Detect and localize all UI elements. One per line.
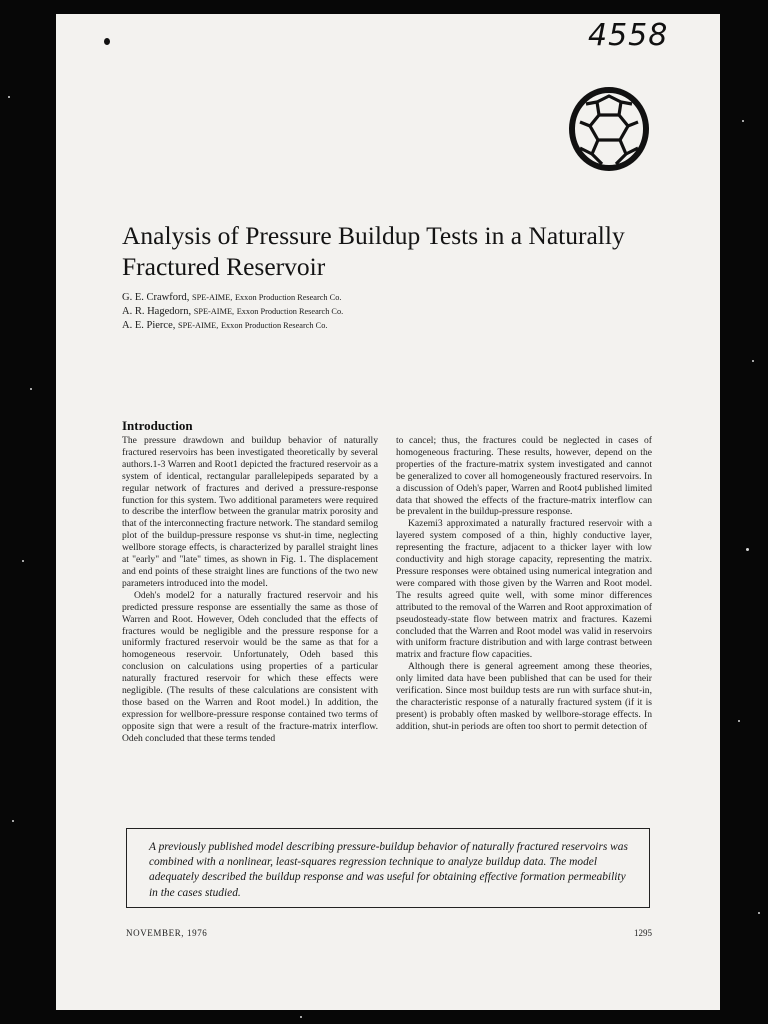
author-list xyxy=(122,291,622,333)
author-line xyxy=(122,291,622,305)
author-name: A. E. Pierce, xyxy=(122,320,176,331)
ink-dot xyxy=(104,38,110,45)
section-heading: Introduction xyxy=(122,418,193,433)
author-society: SPE-AIME, xyxy=(191,293,233,302)
author-line xyxy=(122,319,622,333)
author-organization: Exxon Production Research Co. xyxy=(234,293,342,302)
footer-date: NOVEMBER, 1976 xyxy=(126,928,208,938)
abstract-text: A previously published model describing pressure-buildup behavior of naturally fractured reservoirs was combined with a nonlinear, least-squares regression technique to analyze buildup data. The model adequately described the buildup response and was useful for obtaining effective formation permeability in the cases studied. xyxy=(149,841,628,899)
body-paragraph: Kazemi3 approximated a naturally fractured reservoir with a layered system composed of a thin, highly conductive layer, representing the fracture, adjacent to a thicker layer with low conductivity and high storage capacity, representing the matrix. Pressure responses were obtained using numerical integration and were compared with those given by the Warren and Root model. The results agreed quite well, with some minor differences attributed to the removal of the Warren and Root approximation of pseudosteady-state flow between matrix and fractures. Kazemi concluded that the Warren and Root model was valid in reservoirs with uniform fracture distribution and with large contrast between matrix and fracture flow capacities. xyxy=(396,518,652,661)
body-column-left xyxy=(122,435,378,745)
abstract-box xyxy=(126,828,650,908)
author-name: A. R. Hagedorn, xyxy=(122,306,192,317)
author-line xyxy=(122,305,622,319)
author-name: G. E. Crawford, xyxy=(122,292,190,303)
author-society: SPE-AIME, xyxy=(177,321,219,330)
paper-page xyxy=(56,14,720,1010)
handwritten-number: 4558 xyxy=(588,18,669,53)
spe-soccer-ball-logo-icon xyxy=(568,86,650,172)
body-paragraph: Odeh's model2 for a naturally fractured reservoir and his predicted pressure response are essentially the same as those of Warren and Root. However, Odeh concluded that the effects of fractures would be negligible and the pressure response for a uniformly fractured reservoir would be the same as that for a homogeneous reservoir. Unfortunately, Odeh based this conclusion on calculations using properties of a particular naturally fractured reservoir for which these effects were negligible. (The results of these calculations are consistent with those based on the Warren and Root model.) In addition, the expression for wellbore-pressure response contained two terms of opposite sign that were a result of the fracture-matrix interflow. Odeh concluded that these terms tended xyxy=(122,589,378,744)
body-paragraph: The pressure drawdown and buildup behavior of naturally fractured reservoirs has been investigated theoretically by several authors.1-3 Warren and Root1 depicted the fractured reservoir as a system of identical, rectangular parallelepipeds separated by a regular network of fractures and derived a pressure-response function for this system. Two additional parameters were required to describe the interflow between the granular matrix porosity and that of the interconnecting fracture network. The standard semilog plot of the buildup-pressure response vs shut-in time, neglecting wellbore storage effects, is characterized by parallel straight lines at "early" and "late" times, as shown in Fig. 1. The displacement and end points of these straight lines are functions of the two new parameters introduced into the model. xyxy=(122,435,378,589)
paper-title: Analysis of Pressure Buildup Tests in a Naturally Fractured Reservoir xyxy=(122,221,625,281)
body-paragraph: to cancel; thus, the fractures could be neglected in cases of homogeneous fracturing. These results, however, depend on the properties of the fracture-matrix system investigated and cannot be generalized to cover all homogeneously fractured reservoirs. In a discussion of Odeh's paper, Warren and Root4 published limited data that showed the effects of the fracture-matrix interflow can be prevalent in the buildup-pressure response. xyxy=(396,435,652,518)
author-organization: Exxon Production Research Co. xyxy=(236,307,344,316)
body-paragraph: Although there is general agreement among these theories, only limited data have been published that can be used for their verification. Since most buildup tests are run with surface shut-in, the characteristic response of a naturally fractured system (if it is present) is probably often masked by wellbore-storage effects. In addition, shut-in periods are often too short to permit detection of xyxy=(396,661,652,732)
author-society: SPE-AIME, xyxy=(193,307,235,316)
author-organization: Exxon Production Research Co. xyxy=(220,321,328,330)
footer-page-number: 1295 xyxy=(634,928,652,938)
body-column-right xyxy=(396,435,652,733)
